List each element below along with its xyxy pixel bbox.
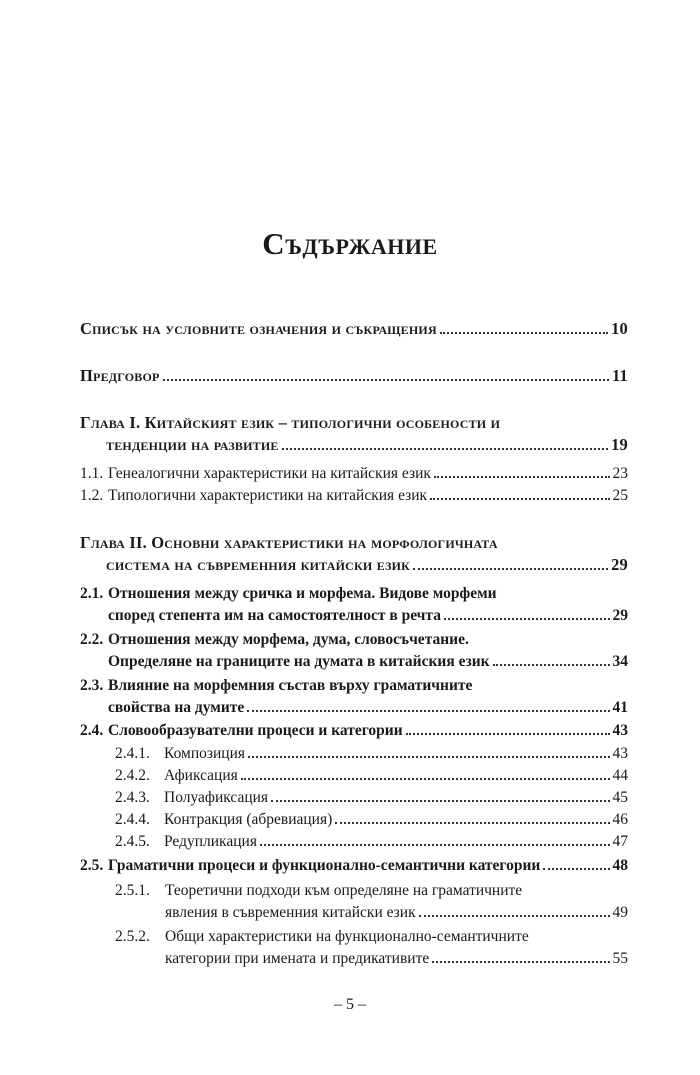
toc-page-number: 10 — [611, 319, 628, 338]
dot-leader — [406, 733, 610, 735]
toc-entry-2-5[interactable] — [80, 855, 628, 877]
dot-leader — [432, 961, 609, 963]
toc-entry-chapter-1[interactable] — [80, 412, 628, 434]
toc-entry-text: Отношения между морфема, дума, словосъчетание. — [108, 631, 469, 648]
dot-leader — [271, 800, 609, 802]
toc-entry-2-3[interactable] — [80, 675, 628, 697]
dot-leader — [434, 476, 610, 478]
dot-leader — [430, 498, 609, 500]
toc-entry-text: Полуафиксация — [164, 789, 269, 806]
toc-entry-text: явления в съвременния китайски език — [165, 904, 416, 921]
dot-leader — [163, 379, 609, 381]
toc-entry-text: Списък на условните означения и съкращения — [80, 319, 437, 338]
dot-leader — [440, 332, 608, 334]
toc-entry-text: Общи характеристики на функционално-семантичните — [165, 928, 529, 945]
toc-section-number: 2.1. — [80, 585, 104, 602]
toc-page-number: 29 — [612, 607, 628, 624]
toc-page-number: 55 — [612, 950, 628, 967]
toc-entry-text: Предговор — [80, 366, 160, 385]
toc-entry-2-4[interactable] — [80, 720, 628, 742]
toc-entry-chapter-2-cont[interactable] — [106, 554, 628, 576]
toc-entry-2-2[interactable] — [80, 629, 628, 651]
toc-page-number: 48 — [612, 857, 628, 874]
dot-leader — [282, 448, 609, 450]
toc-page-number: 46 — [612, 811, 628, 828]
toc-page-number: 11 — [612, 366, 628, 385]
toc-entry-text: Отношения между сричка и морфема. Видове морфеми — [108, 585, 497, 602]
toc-entry-2-4-4[interactable] — [115, 809, 628, 831]
toc-section-number: 2.4.2. — [115, 767, 150, 784]
toc-page-number: 25 — [612, 487, 628, 504]
toc-entry-text: тенденции на развитие — [106, 435, 279, 454]
toc-entry-text: Контракция (абревиация) — [164, 811, 333, 828]
toc-entry-text: Композиция — [164, 745, 246, 762]
toc-section-number: 2.2. — [80, 631, 104, 648]
toc-entry-text: Глава I. Китайският език – типологични особености и — [80, 413, 501, 432]
toc-entry-2-4-5[interactable] — [115, 831, 628, 853]
toc-section-number: 2.4.4. — [115, 811, 150, 828]
toc-page-number: 49 — [612, 904, 628, 921]
toc-page-number: 29 — [611, 555, 628, 574]
toc-entry-2-2-cont[interactable] — [108, 651, 628, 673]
dot-leader — [247, 710, 609, 712]
toc-section-number: 2.5.2. — [115, 928, 150, 945]
toc-page-number: 44 — [612, 767, 628, 784]
toc-entry-text: Граматични процеси и функционално-семантични категории — [108, 857, 541, 874]
toc-entry-chapter-1-cont[interactable] — [106, 434, 628, 456]
toc-page-number: 34 — [612, 653, 628, 670]
toc-entry-text: Афиксация — [164, 767, 238, 784]
toc-page-number: 19 — [611, 435, 628, 454]
toc-page-number: 43 — [612, 722, 628, 739]
toc-page-number: 45 — [612, 789, 628, 806]
toc-entry-text: Определяне на границите на думата в китайския език — [108, 653, 490, 670]
toc-entry-2-4-1[interactable] — [115, 743, 628, 765]
dot-leader — [543, 868, 609, 870]
toc-page-number: 23 — [612, 465, 628, 482]
dot-leader — [335, 822, 609, 824]
toc-entry-2-4-2[interactable] — [115, 765, 628, 787]
toc-entry-2-5-2-cont[interactable] — [165, 948, 628, 970]
dot-leader — [260, 844, 610, 846]
toc-page-number: 47 — [612, 833, 628, 850]
toc-entry-text: категории при имената и предикативите — [165, 950, 430, 967]
toc-entry-2-5-2[interactable] — [115, 926, 628, 948]
dot-leader — [444, 618, 610, 620]
toc-entry-text: Типологични характеристики на китайския език — [108, 487, 428, 504]
dot-leader — [241, 778, 610, 780]
toc-entry-2-5-1-cont[interactable] — [165, 902, 628, 924]
page-footer-number: – 5 – — [334, 996, 366, 1013]
toc-entry-preface[interactable] — [80, 365, 628, 387]
toc-section-number: 2.4.5. — [115, 833, 150, 850]
toc-section-number: 2.3. — [80, 677, 104, 694]
toc-entry-text: система на съвременния китайски език — [106, 555, 411, 574]
toc-entry-text: според степента им на самостоятелност в речта — [108, 607, 441, 624]
toc-entry-text: Редупликация — [164, 833, 257, 850]
toc-section-number: 2.4.3. — [115, 789, 150, 806]
toc-entry-2-3-cont[interactable] — [108, 697, 628, 719]
toc-page-number: 41 — [612, 699, 628, 716]
toc-entry-1-1[interactable] — [80, 463, 628, 485]
toc-section-number: 2.4.1. — [115, 745, 150, 762]
toc-entry-text: свойства на думите — [108, 699, 245, 716]
toc-entry-2-5-1[interactable] — [115, 880, 628, 902]
dot-leader — [248, 756, 609, 758]
toc-entry-abbreviations[interactable] — [80, 318, 628, 340]
toc-entry-text: Глава II. Основни характеристики на морфологичната — [80, 533, 498, 552]
toc-entry-1-2[interactable] — [80, 485, 628, 507]
toc-section-number: 2.4. — [80, 722, 104, 739]
toc-entry-text: Теоретични подходи към определяне на граматичните — [165, 882, 523, 899]
toc-entry-2-4-3[interactable] — [115, 787, 628, 809]
dot-leader — [419, 915, 610, 917]
toc-entry-text: Словообразувателни процеси и категории — [108, 722, 403, 739]
dot-leader — [493, 664, 610, 666]
toc-entry-text: Влияние на морфемния състав върху граматичните — [108, 677, 473, 694]
toc-entry-chapter-2[interactable] — [80, 532, 628, 554]
toc-section-number: 2.5. — [80, 857, 104, 874]
toc-section-number: 2.5.1. — [115, 882, 150, 899]
toc-entry-2-1-cont[interactable] — [108, 605, 628, 627]
toc-section-number: 1.2. — [80, 487, 104, 504]
toc-section-number: 1.1. — [80, 465, 104, 482]
toc-entry-text: Генеалогични характеристики на китайския език — [108, 465, 431, 482]
dot-leader — [413, 568, 608, 570]
toc-entry-2-1[interactable] — [80, 583, 628, 605]
toc-page-number: 43 — [612, 745, 628, 762]
page-title: Съдържание — [262, 226, 438, 261]
